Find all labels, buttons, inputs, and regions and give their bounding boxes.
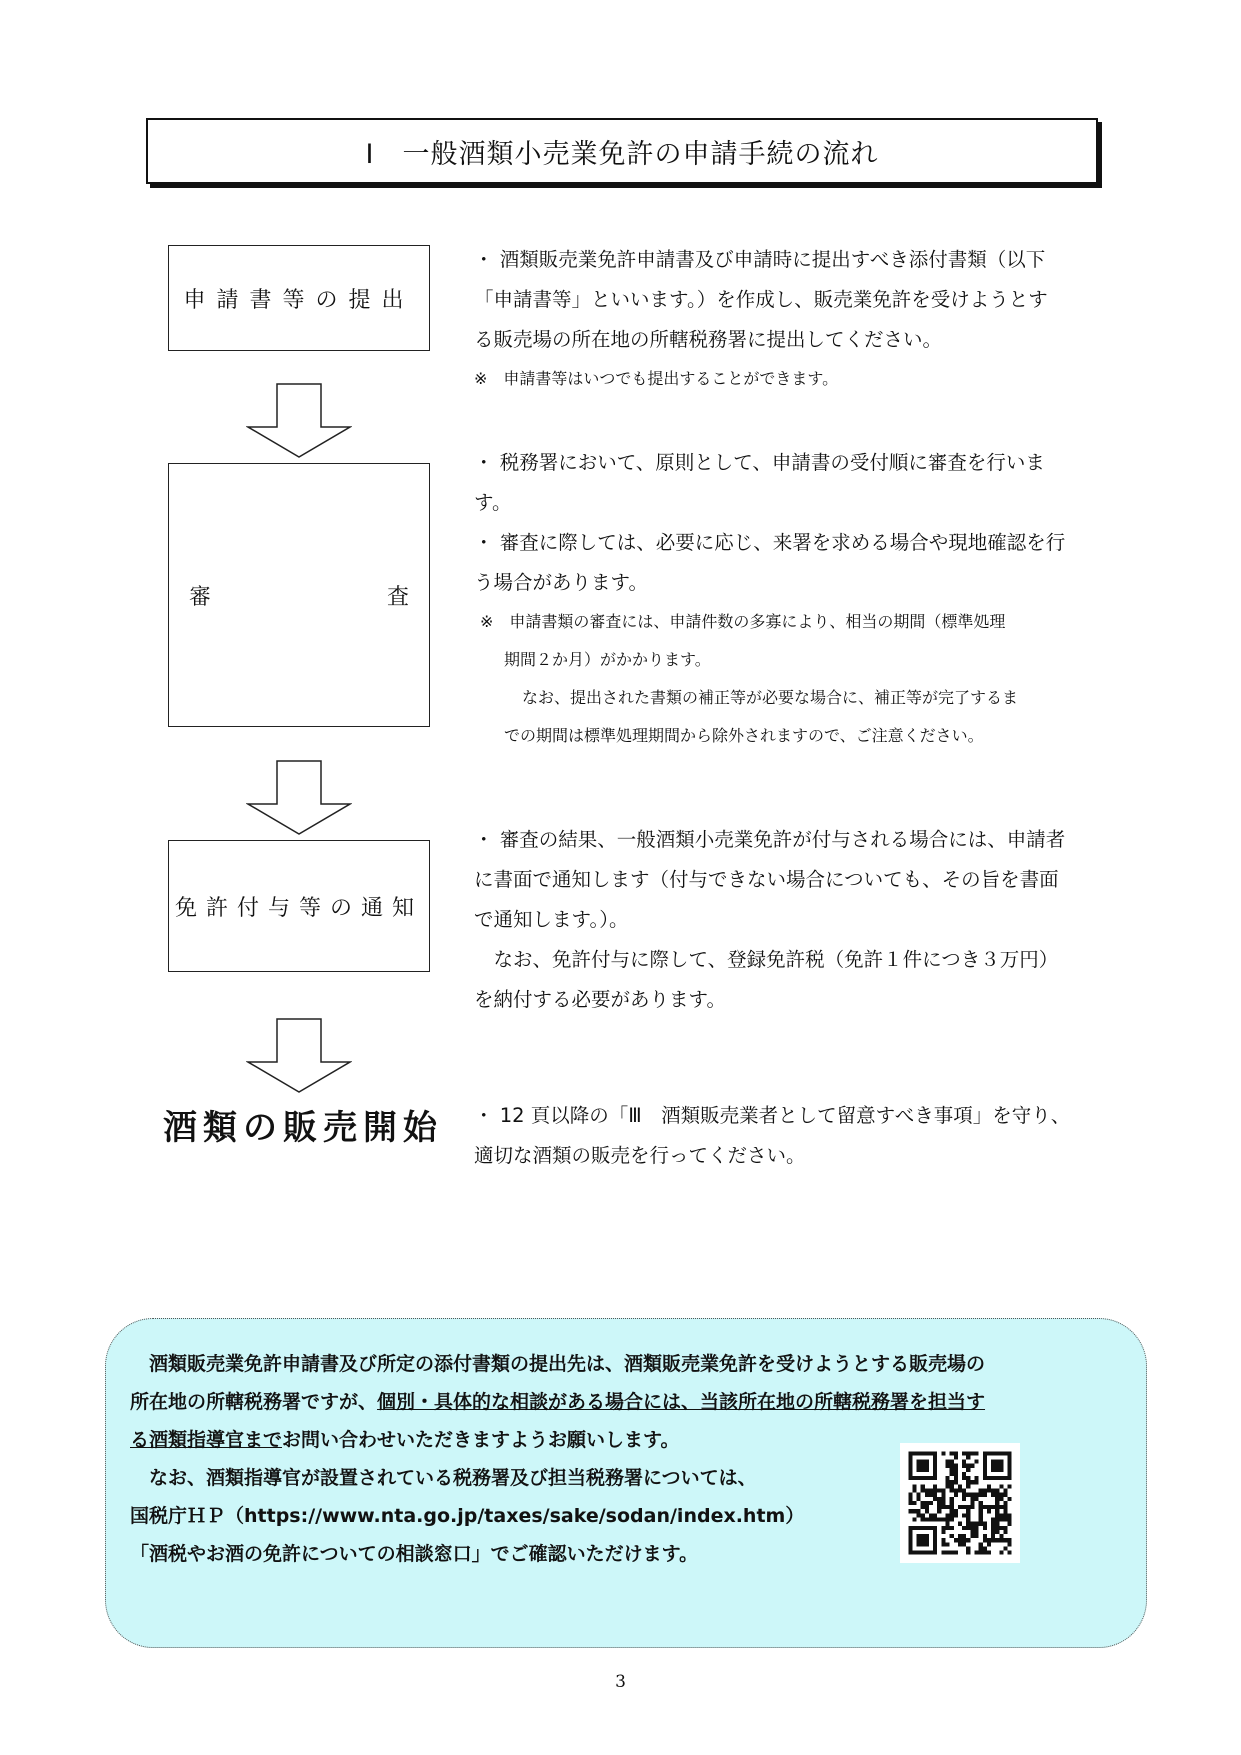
- qr-code-icon[interactable]: [900, 1443, 1020, 1563]
- desc-note: なお、提出された書類の補正等が必要な場合に、補正等が完了するま: [522, 688, 1019, 707]
- info-underlined-text: 個別・具体的な相談がある場合には、当該所在地の所轄税務署を担当す: [377, 1391, 986, 1413]
- info-underlined-text: る酒類指導官まで: [130, 1429, 283, 1451]
- info-url-line[interactable]: 国税庁ＨＰ（https://www.nta.go.jp/taxes/sake/sodan/index.htm）: [130, 1505, 805, 1527]
- desc-line: ・ 酒類販売業免許申請書及び申請時に提出すべき添付書類（以下: [474, 248, 1046, 271]
- step-label: 免許付与等の通知: [174, 895, 423, 921]
- desc-line: ・ 審査に際しては、必要に応じ、来署を求める場合や現地確認を行: [474, 531, 1066, 554]
- step-label-right: 査: [386, 584, 409, 610]
- step-label: 申請書等の提出: [183, 287, 415, 313]
- desc-line: なお、免許付与に際して、登録免許税（免許１件につき３万円）: [474, 948, 1059, 971]
- desc-note: 期間２か月）がかかります。: [504, 650, 711, 669]
- desc-notification: [474, 820, 1114, 1020]
- desc-note: での期間は標準処理期間から除外されますので、ご注意ください。: [504, 726, 984, 745]
- step-review: [168, 463, 430, 727]
- desc-line: を納付する必要があります。: [474, 988, 726, 1011]
- info-paragraph: [130, 1345, 1130, 1383]
- info-paragraph: なお、酒類指導官が設置されている税務署及び担当税務署については、: [130, 1467, 757, 1489]
- desc-line: に書面で通知します（付与できない場合についても、その旨を書面: [474, 868, 1059, 891]
- info-text-segment: 所在地の所轄税務署ですが、: [130, 1391, 378, 1413]
- desc-line: ・ 税務署において、原則として、申請書の受付順に審査を行いま: [474, 451, 1045, 474]
- step-license-notification: [168, 840, 430, 972]
- down-arrow-icon: [246, 760, 352, 840]
- desc-sales-start: [474, 1096, 1114, 1176]
- final-step-sales-start: 酒類の販売開始: [163, 1108, 443, 1148]
- desc-note: ※ 申請書等はいつでも提出することができます。: [474, 369, 839, 388]
- desc-review: [474, 443, 1114, 755]
- info-text-segment: お問い合わせいただきますようお願いします。: [282, 1429, 680, 1451]
- desc-line: る販売場の所在地の所轄税務署に提出してください。: [474, 328, 943, 351]
- desc-line: す。: [474, 491, 512, 514]
- step-label-left: 審: [189, 584, 212, 610]
- desc-note: ※ 申請書類の審査には、申請件数の多寡により、相当の期間（標準処理: [480, 612, 1006, 631]
- desc-line: う場合があります。: [474, 571, 648, 594]
- desc-line: 適切な酒類の販売を行ってください。: [474, 1144, 806, 1167]
- page-number: 3: [615, 1672, 626, 1692]
- desc-submission: [474, 240, 1114, 398]
- desc-line: ・ 12 頁以降の「Ⅲ 酒類販売業者として留意すべき事項」を守り、: [474, 1104, 1071, 1127]
- step-application-submission: [168, 245, 430, 351]
- down-arrow-icon: [246, 383, 352, 463]
- desc-line: で通知します。）。: [474, 908, 629, 931]
- desc-line: ・ 審査の結果、一般酒類小売業免許が付与される場合には、申請者: [474, 828, 1066, 851]
- info-paragraph: 「酒税やお酒の免許についての相談窓口」でご確認いただけます。: [130, 1543, 699, 1565]
- info-paragraph: [130, 1383, 1130, 1421]
- page-title: Ⅰ 一般酒類小売業免許の申請手続の流れ: [146, 118, 1098, 184]
- desc-line: 「申請書等」といいます。）を作成し、販売業免許を受けようとす: [474, 288, 1048, 311]
- info-text-segment: 酒類販売業免許申請書及び所定の添付書類の提出先は、酒類販売業免許を受けようとする販売場の: [130, 1353, 986, 1375]
- down-arrow-icon: [246, 1018, 352, 1098]
